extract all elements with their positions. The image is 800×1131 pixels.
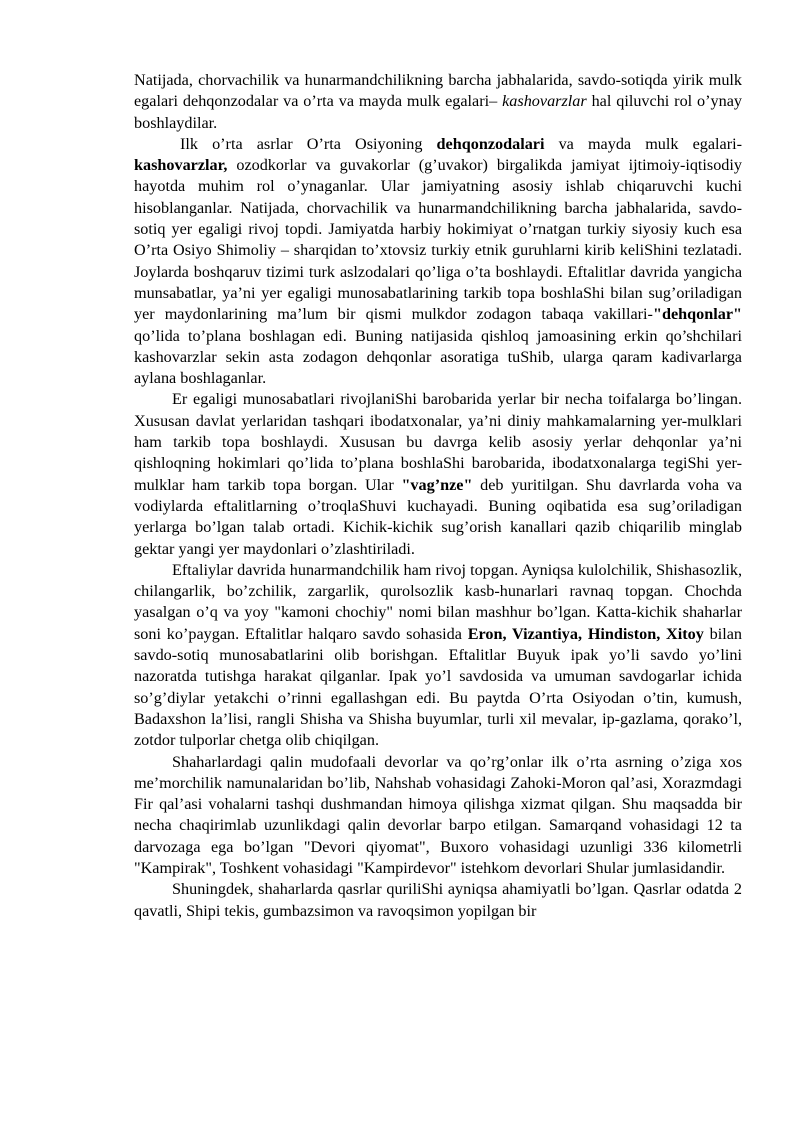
paragraph-1: [134, 70, 742, 134]
bold-text: dehqonzodalari: [436, 134, 545, 153]
text-run: Er egaligi munosabatlari rivojlaniShi barobarida yerlar bir necha toifalarga bo’lingan. Xususan davlat yerlaridan tashqari ibodatxonalar, ya’ni diniy mahkamalarning yer-mulklari ham tarkib topa boshlaydi. Xususan bu davrga kelib asosiy yerlar dehqonlar ya’ni qishloqning hokimlari qo’lida to’plana boshlaShi barobarida, ibodatxonalarga tegiShi yer-mulklar ham tarkib topa borgan. Ular: [134, 390, 742, 494]
text-run: Shuningdek, shaharlarda qasrlar quriliShi ayniqsa ahamiyatli bo’lgan. Qasrlar odatda 2 qavatli, Shipi tekis, gumbazsimon va ravoqsimon yopilgan bir: [134, 880, 742, 920]
paragraph-4: [134, 560, 742, 752]
text-run: va mayda mulk egalari-: [544, 134, 742, 153]
document-page: [134, 70, 742, 922]
paragraph-6: [134, 879, 742, 922]
text-run: Natijada, chorvachilik va hunarmandchilikning barcha jabhalarida, savdo-sotiqda yirik mulk egalari dehqonzodalar va o’rta va mayda mulk egalari–: [134, 71, 742, 111]
text-run: bilan savdo-sotiq munosabatlarini olib borishgan. Eftalitlar Buyuk ipak yo’li savdo yo’lini nazoratda tutishga harakat qilganlar. Ipak yo’l savdosida va umuman savdogarlar ichida so’g’diylar yetakchi o’rinni egallashgan edi. Bu paytda O’rta Osiyodan o’tin, kumush, Badaxshon la’lisi, rangli Shisha va Shisha buyumlar, turli xil mevalar, ip-gazlama, qorako’l, zotdor tulporlar chetga olib chiqilgan.: [134, 624, 742, 750]
bold-text: "vag’nze": [401, 475, 473, 494]
bold-text: kashovarzlar,: [134, 156, 228, 175]
text-run: Eftaliylar davrida hunarmandchilik ham rivoj topgan. Ayniqsa kulolchilik, Shishasozlik, chilangarlik, bo’zchilik, zargarlik, qurolsozlik kasb-hunarlari ravnaq topgan. Chochda yasalgan o’q va yoy "kamoni chochiy" nomi bilan mashhur bo’lgan. Katta-kichik shaharlar soni ko’paygan. Eftalitlar halqaro savdo sohasida: [134, 560, 742, 643]
italic-text: kashovarzlar: [502, 92, 587, 111]
bold-text: "dehqonlar": [652, 305, 742, 324]
bold-text: Eron, Vizantiya, Hindiston, Xitoy: [467, 624, 704, 643]
text-run: hal qiluvchi rol o’ynay boshlaydilar.: [134, 92, 742, 132]
paragraph-2: [134, 134, 742, 390]
text-run: Shaharlardagi qalin mudofaali devorlar va qo’rg’onlar ilk o’rta asrning o’ziga xos me’morchilik namunalaridan bo’lib, Nahshab vohasidagi Zahoki-Moron qal’asi, Xorazmdagi Fir qal’asi vohalarni tashqi dushmandan himoya qilishga xizmat qilgan. Shu maqsadda bir necha chaqirimlab uzunlikdagi qalin devorlar barpo etilgan. Samarqand vohasidagi 12 ta darvozaga ega bo’lgan "Devori qiyomat", Buxoro vohasidagi uzunligi 336 kilometrli "Kampirak", Toshkent vohasidagi "Kampirdevor" istehkom devorlari Shular jumlasidandir.: [134, 752, 742, 877]
text-run: ozodkorlar va guvakorlar (g’uvakor) birgalikda jamiyat ijtimoiy-iqtisodiy hayotda muhim rol o’ynaganlar. Ular jamiyatning asosiy ishlab chiqaruvchi kuchi hisoblanganlar. Natijada, chorvachilik va hunarmandchilikning barcha jabhalarida, savdo-sotiq yer egaligi rivoj topdi. Jamiyatda harbiy hokimiyat o’rnatgan turkiy siyosiy kuch esa O’rta Osiyo Shimoliy – sharqidan to’xtovsiz turkiy etnik guruhlarni kirib keliShini tezlatadi. Joylarda boshqaruv tizimi turk aslzodalari qo’liga o’ta boshlaydi. Eftalitlar davrida yangicha munsabatlar, ya’ni yer egaligi munosabatlarining tarkib topa boshlaShi bilan sug’oriladigan yer maydonlarining ma’lum bir qismi mulkdor zodagon tabaqa vakillari-: [134, 156, 742, 324]
text-run: qo’lida to’plana boshlagan edi. Buning natijasida qishloq jamoasining erkin qo’shchilari kashovarzlar sekin asta zodagon dehqonlar asoratiga tuShib, ularga qaram kadivarlarga aylana boshlaganlar.: [134, 326, 742, 388]
text-run: deb yuritilgan. Shu davrlarda voha va vodiylarda eftalitlarning o’troqlaShuvi kuchayadi. Buning oqibatida esa sug’oriladigan yerlarga bo’lgan talab ortadi. Kichik-kichik sug’orish kanallari qazib chiqarilib minglab gektar yangi yer maydonlari o’zlashtiriladi.: [134, 475, 742, 558]
paragraph-3: [134, 389, 742, 559]
text-run: Ilk o’rta asrlar O’rta Osiyoning: [180, 134, 437, 153]
paragraph-5: [134, 752, 742, 880]
